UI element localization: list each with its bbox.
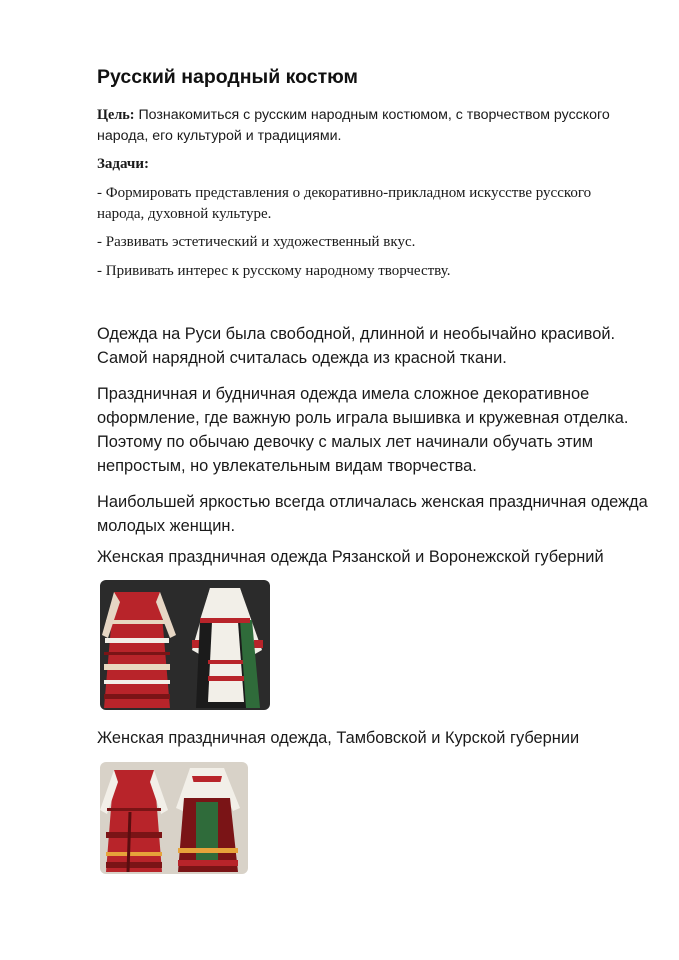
task-item-2: - Развивать эстетический и художественный вкус. [97,234,416,250]
caption-ryazan-voronezh: Женская праздничная одежда Рязанской и Воронежской губерний [97,548,604,566]
paragraph-clothing-rus: Одежда на Руси была свободной, длинной и необычайно красивой. Самой нарядной считалась одежда из красной ткани. [97,325,616,367]
task-item-1: - Формировать представления о декоративно-прикладном искусстве русского народа, духовной культуре. [97,185,592,222]
caption-tambov-kursk: Женская праздничная одежда, Тамбовской и Курской губернии [97,729,580,747]
paragraph-brightness: Наибольшей яркостью всегда отличалась женская праздничная одежда молодых женщин. [97,493,648,535]
costume-photo-ryazan-voronezh [100,580,270,710]
goal-label: Цель: [97,107,135,123]
paragraph-decoration: Праздничная и будничная одежда имела сложное декоративное оформление, где важную роль играла вышивка и кружевная отделка. Поэтому по обычаю девочку с малых лет начинали обучать этим непростым, но увлекательным видам творчества. [97,385,629,475]
task-item-3: - Прививать интерес к русскому народному творчеству. [97,263,451,279]
page-title: Русский народный костюм [97,66,358,88]
goal-text: Познакомиться с русским народным костюмом, с творчеством русского народа, его культурой и традициями. [97,107,610,144]
goal-paragraph [97,105,617,147]
costume-photo-tambov-kursk [100,762,248,874]
tasks-heading: Задачи: [97,156,150,172]
